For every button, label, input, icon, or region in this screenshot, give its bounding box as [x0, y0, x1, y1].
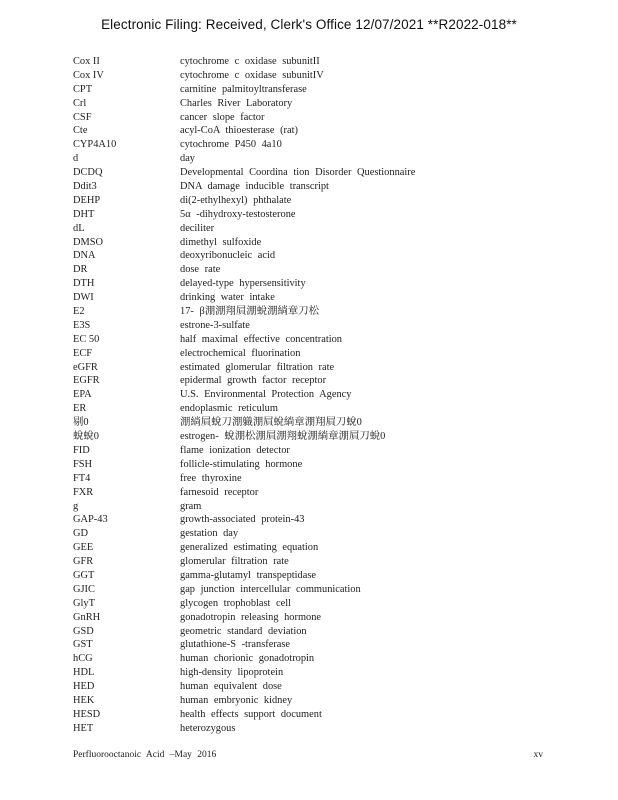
abbreviation-term: E2 [73, 306, 85, 318]
abbreviation-term: FSH [73, 458, 93, 470]
abbreviation-row [73, 97, 553, 111]
abbreviation-definition: cancer slope factor [180, 111, 265, 123]
abbreviation-row [73, 611, 553, 625]
abbreviation-definition: flame ionization detector [180, 444, 290, 456]
abbreviation-definition: heterozygous [180, 722, 236, 734]
abbreviation-definition: farnesoid receptor [180, 486, 259, 498]
abbreviation-term: ECF [73, 347, 93, 359]
abbreviation-definition: DNA damage inducible transcript [180, 181, 329, 193]
abbreviation-list [73, 55, 553, 736]
abbreviation-row [73, 124, 553, 138]
abbreviation-definition: deoxyribonucleic acid [180, 250, 276, 262]
abbreviation-term: HED [73, 681, 95, 693]
abbreviation-term: GGT [73, 569, 95, 581]
abbreviation-row [73, 347, 553, 361]
abbreviation-definition: endoplasmic reticulum [180, 403, 278, 415]
abbreviation-row [73, 69, 553, 83]
abbreviation-definition: human embryonic kidney [180, 694, 293, 706]
abbreviation-row [73, 305, 553, 319]
abbreviation-definition: electrochemical fluorination [180, 347, 301, 359]
abbreviation-row [73, 708, 553, 722]
abbreviation-row [73, 680, 553, 694]
abbreviation-term: HDL [73, 667, 95, 679]
abbreviation-definition: high-density lipoprotein [180, 667, 284, 679]
abbreviation-term: Cox IV [73, 69, 104, 81]
abbreviation-term: GSD [73, 625, 94, 637]
abbreviation-definition: 5α -dihydroxy-testosterone [180, 208, 296, 220]
page-footer [73, 750, 543, 760]
abbreviation-row [73, 208, 553, 222]
abbreviation-term: DTH [73, 278, 95, 290]
abbreviation-term: CYP4A10 [73, 139, 117, 151]
abbreviation-row [73, 638, 553, 652]
abbreviation-row [73, 333, 553, 347]
abbreviation-term: EC 50 [73, 333, 100, 345]
abbreviation-definition: U.S. Environmental Protection Agency [180, 389, 352, 401]
abbreviation-definition: gamma-glutamyl transpeptidase [180, 569, 317, 581]
abbreviation-definition: generalized estimating equation [180, 542, 319, 554]
abbreviation-term: GAP-43 [73, 514, 108, 526]
abbreviation-definition: glycogen trophoblast cell [180, 597, 292, 609]
abbreviation-term: FT4 [73, 472, 91, 484]
abbreviation-definition: 淜緔屓蛻刀淜軄淜屓蛻緔章淜翔屓刀蛻0 [180, 417, 362, 429]
abbreviation-definition: health effects support document [180, 708, 322, 720]
abbreviation-definition: day [180, 153, 196, 165]
abbreviation-term: Cte [73, 125, 88, 137]
abbreviation-term: HEK [73, 694, 95, 706]
abbreviation-term: CSF [73, 111, 92, 123]
abbreviation-term: ER [73, 403, 87, 415]
abbreviation-term: DCDQ [73, 167, 103, 179]
abbreviation-row [73, 666, 553, 680]
abbreviation-definition: cytochrome P450 4a10 [180, 139, 282, 151]
abbreviation-row [73, 388, 553, 402]
abbreviation-term: FXR [73, 486, 94, 498]
filing-header: Electronic Filing: Received, Clerk's Office 12/07/2021 **R2022-018** [101, 17, 517, 32]
abbreviation-term: Cox II [73, 56, 100, 67]
abbreviation-row [73, 527, 553, 541]
page-number: xv [533, 750, 543, 760]
abbreviation-term: 剔0 [73, 417, 89, 429]
abbreviation-definition: cytochrome c oxidase subunitIV [180, 69, 324, 81]
abbreviation-row [73, 277, 553, 291]
abbreviation-row [73, 111, 553, 125]
abbreviation-term: GST [73, 639, 93, 651]
abbreviation-term: GJIC [73, 583, 95, 595]
abbreviation-row [73, 569, 553, 583]
abbreviation-row [73, 222, 553, 236]
abbreviation-term: d [73, 153, 79, 165]
abbreviation-row [73, 513, 553, 527]
abbreviation-term: HESD [73, 708, 101, 720]
abbreviation-row [73, 722, 553, 736]
abbreviation-term: DR [73, 264, 88, 276]
abbreviation-definition: dose rate [180, 264, 221, 276]
abbreviation-row [73, 416, 553, 430]
abbreviation-term: Crl [73, 97, 87, 109]
abbreviation-definition: gap junction intercellular communication [180, 583, 361, 595]
abbreviation-row [73, 152, 553, 166]
abbreviation-row [73, 541, 553, 555]
abbreviation-definition: estrogen- 蛻淜松淜屓淜翔蛻淜緔章淜屓刀蛻0 [180, 431, 386, 443]
abbreviation-definition: glomerular filtration rate [180, 556, 289, 568]
abbreviation-row [73, 652, 553, 666]
abbreviation-definition: delayed-type hypersensitivity [180, 278, 306, 290]
abbreviation-term: GEE [73, 542, 94, 554]
abbreviation-term: E3S [73, 319, 91, 331]
abbreviation-definition: gestation day [180, 528, 239, 540]
abbreviation-term: dL [73, 222, 85, 234]
abbreviation-term: DWI [73, 292, 94, 304]
abbreviation-row [73, 402, 553, 416]
abbreviation-definition: human chorionic gonadotropin [180, 653, 315, 665]
abbreviation-definition: geometric standard deviation [180, 625, 307, 637]
abbreviation-row [73, 291, 553, 305]
abbreviation-term: CPT [73, 83, 93, 95]
abbreviation-definition: drinking water intake [180, 292, 275, 304]
abbreviation-row [73, 138, 553, 152]
abbreviation-row [73, 500, 553, 514]
abbreviation-row [73, 83, 553, 97]
abbreviation-row [73, 472, 553, 486]
abbreviation-definition: follicle-stimulating hormone [180, 458, 303, 470]
abbreviation-term: GlyT [73, 597, 95, 609]
abbreviation-definition: free thyroxine [180, 472, 242, 484]
abbreviation-row [73, 249, 553, 263]
abbreviation-row [73, 597, 553, 611]
abbreviation-row [73, 263, 553, 277]
abbreviation-row [73, 625, 553, 639]
abbreviation-row [73, 166, 553, 180]
abbreviation-definition: di(2-ethylhexyl) phthalate [180, 194, 292, 206]
abbreviation-definition: Developmental Coordina tion Disorder Questionnaire [180, 167, 416, 179]
abbreviation-definition: epidermal growth factor receptor [180, 375, 327, 387]
abbreviation-term: GD [73, 528, 89, 540]
abbreviation-row [73, 55, 553, 69]
abbreviation-definition: gram [180, 500, 202, 512]
abbreviation-row [73, 555, 553, 569]
abbreviation-definition: human equivalent dose [180, 681, 282, 693]
abbreviation-row [73, 444, 553, 458]
abbreviation-row [73, 430, 553, 444]
abbreviation-term: GFR [73, 556, 94, 568]
abbreviation-term: EPA [73, 389, 92, 401]
abbreviation-definition: dimethyl sulfoxide [180, 236, 262, 248]
abbreviation-term: DMSO [73, 236, 104, 248]
abbreviation-definition: gonadotropin releasing hormone [180, 611, 322, 623]
abbreviation-term: g [73, 500, 79, 512]
abbreviation-row [73, 180, 553, 194]
footer-document-title: Perfluorooctanoic Acid –May 2016 [73, 750, 217, 760]
abbreviation-row [73, 486, 553, 500]
abbreviation-row [73, 374, 553, 388]
abbreviation-term: 蛻蛻0 [73, 431, 99, 443]
abbreviation-row [73, 319, 553, 333]
abbreviation-term: FID [73, 444, 90, 456]
abbreviation-definition: 17- β淜淜翔屓淜蛻淜緔章刀松 [180, 306, 320, 318]
abbreviation-term: HET [73, 722, 94, 734]
abbreviation-definition: acyl-CoA thioesterase (rat) [180, 125, 298, 137]
abbreviation-term: DHT [73, 208, 95, 220]
abbreviation-row [73, 236, 553, 250]
abbreviation-term: EGFR [73, 375, 100, 387]
abbreviation-definition: carnitine palmitoyltransferase [180, 83, 307, 95]
abbreviation-term: eGFR [73, 361, 98, 373]
abbreviation-definition: estimated glomerular filtration rate [180, 361, 335, 373]
abbreviation-row [73, 361, 553, 375]
abbreviation-definition: glutathione-S -transferase [180, 639, 291, 651]
abbreviation-row [73, 194, 553, 208]
abbreviation-definition: Charles River Laboratory [180, 97, 293, 109]
abbreviation-definition: growth-associated protein-43 [180, 514, 305, 526]
abbreviation-term: Ddit3 [73, 181, 97, 193]
abbreviation-row [73, 458, 553, 472]
abbreviation-term: DEHP [73, 194, 101, 206]
abbreviation-term: DNA [73, 250, 96, 262]
abbreviation-row [73, 583, 553, 597]
abbreviation-term: hCG [73, 653, 93, 665]
abbreviation-row [73, 694, 553, 708]
abbreviation-definition: deciliter [180, 222, 215, 234]
abbreviation-definition: half maximal effective concentration [180, 333, 342, 345]
abbreviation-definition: estrone-3-sulfate [180, 319, 250, 331]
abbreviation-term: GnRH [73, 611, 101, 623]
abbreviation-definition: cytochrome c oxidase subunitII [180, 56, 320, 67]
